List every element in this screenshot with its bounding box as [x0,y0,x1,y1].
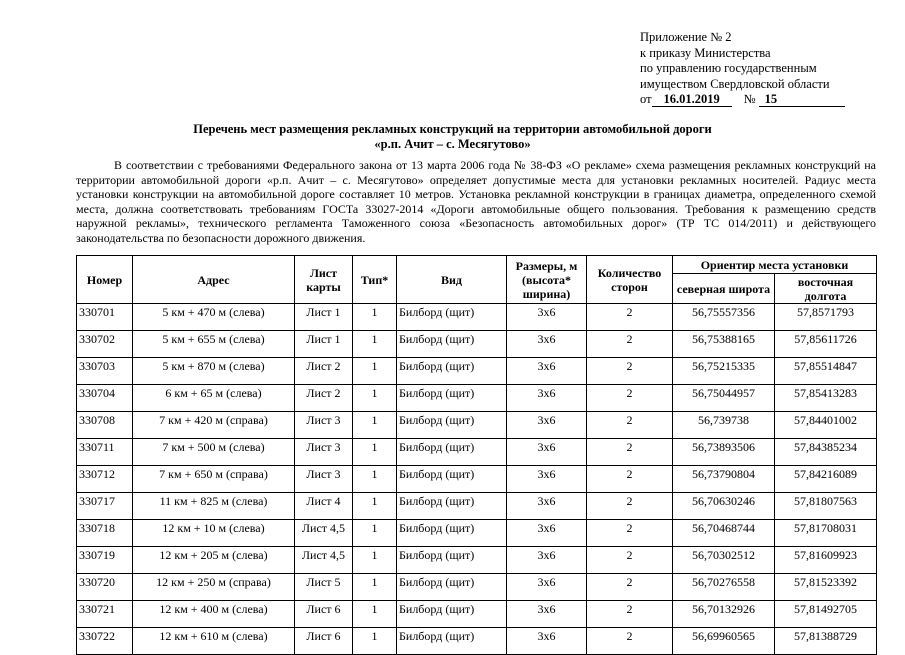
cell-type: 1 [353,520,397,547]
cell-number: 330708 [77,412,133,439]
cell-number: 330718 [77,520,133,547]
cell-address: 12 км + 250 м (справа) [133,574,295,601]
cell-address: 12 км + 400 м (слева) [133,601,295,628]
appendix-header [640,30,845,108]
cell-sides: 2 [587,466,673,493]
cell-type: 1 [353,493,397,520]
cell-latitude: 56,70132926 [673,601,775,628]
cell-longitude: 57,81708031 [775,520,877,547]
header-sheet: Лист карты [295,256,353,304]
cell-address: 5 км + 655 м (слева) [133,331,295,358]
cell-kind: Билборд (щит) [397,574,507,601]
cell-latitude: 56,75557356 [673,304,775,331]
cell-sheet: Лист 4 [295,493,353,520]
cell-sheet: Лист 1 [295,304,353,331]
cell-latitude: 56,70302512 [673,547,775,574]
cell-latitude: 56,75388165 [673,331,775,358]
cell-latitude: 56,70630246 [673,493,775,520]
appendix-line-2: к приказу Министерства [640,45,771,60]
cell-sides: 2 [587,520,673,547]
cell-type: 1 [353,628,397,655]
header-sides: Количество сторон [587,256,673,304]
number-prefix: № [743,92,756,106]
cell-kind: Билборд (щит) [397,601,507,628]
cell-size: 3х6 [507,304,587,331]
title-line-2: «р.п. Ачит – с. Месягутово» [374,137,531,151]
table-row [77,385,877,412]
cell-size: 3х6 [507,385,587,412]
cell-address: 5 км + 870 м (слева) [133,358,295,385]
cell-type: 1 [353,412,397,439]
cell-latitude: 56,73893506 [673,439,775,466]
cell-type: 1 [353,601,397,628]
date-prefix: от [640,92,652,106]
cell-size: 3х6 [507,466,587,493]
table-header [77,256,877,304]
cell-number: 330722 [77,628,133,655]
cell-longitude: 57,85514847 [775,358,877,385]
header-lon: восточная долгота [775,274,877,304]
cell-sides: 2 [587,628,673,655]
cell-longitude: 57,84385234 [775,439,877,466]
appendix-line-3: по управлению государственным [640,61,817,75]
cell-sheet: Лист 3 [295,466,353,493]
table-row [77,466,877,493]
cell-longitude: 57,84401002 [775,412,877,439]
cell-address: 11 км + 825 м (слева) [133,493,295,520]
cell-address: 12 км + 205 м (слева) [133,547,295,574]
header-size: Размеры, м (высота* ширина) [507,256,587,304]
cell-longitude: 57,81609923 [775,547,877,574]
placement-table [76,255,877,655]
cell-latitude: 56,739738 [673,412,775,439]
cell-sides: 2 [587,385,673,412]
cell-longitude: 57,81492705 [775,601,877,628]
cell-kind: Билборд (щит) [397,385,507,412]
cell-address: 7 км + 420 м (справа) [133,412,295,439]
cell-sides: 2 [587,331,673,358]
header-address: Адрес [133,256,295,304]
cell-latitude: 56,73790804 [673,466,775,493]
title-line-1: Перечень мест размещения рекламных конструкций на территории автомобильной дороги [193,122,712,136]
cell-address: 5 км + 470 м (слева) [133,304,295,331]
cell-address: 7 км + 650 м (справа) [133,466,295,493]
cell-sheet: Лист 6 [295,628,353,655]
cell-kind: Билборд (щит) [397,358,507,385]
order-number: 15 [759,93,845,107]
cell-longitude: 57,85611726 [775,331,877,358]
table-row [77,412,877,439]
appendix-line-1: Приложение № 2 [640,30,732,44]
cell-address: 12 км + 10 м (слева) [133,520,295,547]
cell-longitude: 57,85413283 [775,385,877,412]
header-type: Тип* [353,256,397,304]
cell-longitude: 57,81523392 [775,574,877,601]
header-lat: северная широта [673,274,775,304]
cell-kind: Билборд (щит) [397,493,507,520]
header-number: Номер [77,256,133,304]
header-kind: Вид [397,256,507,304]
cell-sheet: Лист 5 [295,574,353,601]
cell-address: 7 км + 500 м (слева) [133,439,295,466]
table-row [77,574,877,601]
cell-longitude: 57,81807563 [775,493,877,520]
cell-kind: Билборд (щит) [397,331,507,358]
order-date: 16.01.2019 [652,93,732,107]
cell-sheet: Лист 1 [295,331,353,358]
cell-type: 1 [353,466,397,493]
cell-type: 1 [353,574,397,601]
cell-size: 3х6 [507,358,587,385]
cell-sheet: Лист 4,5 [295,520,353,547]
cell-sides: 2 [587,304,673,331]
table-row [77,628,877,655]
cell-kind: Билборд (щит) [397,439,507,466]
appendix-date-line [640,92,845,108]
appendix-line-4: имуществом Свердловской области [640,76,830,91]
cell-number: 330702 [77,331,133,358]
cell-size: 3х6 [507,439,587,466]
cell-address: 6 км + 65 м (слева) [133,385,295,412]
table-row [77,520,877,547]
cell-number: 330704 [77,385,133,412]
cell-number: 330719 [77,547,133,574]
cell-kind: Билборд (щит) [397,412,507,439]
cell-size: 3х6 [507,601,587,628]
table-row [77,331,877,358]
cell-number: 330703 [77,358,133,385]
intro-paragraph: В соответствии с требованиями Федерального закона от 13 марта 2006 года № 38-ФЗ «О рекламе» схема размещения рекламных конструкций на территории автомобильной дороги «р.п. Ачит – с. Месягутово» определяет допустимые места для установки рекламных носителей. Радиус места установки конструкции на автомобильной дороге составляет 10 метров. Установка рекламной конструкции в границах диаметра, определенного схемой места, должна соответствовать требованиям ГОСТа 33027-2014 «Дороги автомобильные общего пользования. Требования к размещению средств наружной рекламы», технического регламента Таможенного союза «Безопасность автомобильных дорог» (ТР ТС 014/2011) и действующего законодательства по безопасности дорожного движения. [76,158,876,245]
cell-sheet: Лист 4,5 [295,547,353,574]
cell-sides: 2 [587,439,673,466]
cell-latitude: 56,69960565 [673,628,775,655]
cell-type: 1 [353,331,397,358]
cell-kind: Билборд (щит) [397,466,507,493]
document-title [0,122,905,152]
cell-size: 3х6 [507,547,587,574]
header-landmark: Ориентир места установки [673,256,877,274]
cell-number: 330711 [77,439,133,466]
table-row [77,304,877,331]
cell-sides: 2 [587,358,673,385]
cell-type: 1 [353,358,397,385]
cell-number: 330720 [77,574,133,601]
cell-latitude: 56,70276558 [673,574,775,601]
cell-longitude: 57,84216089 [775,466,877,493]
cell-sides: 2 [587,601,673,628]
cell-size: 3х6 [507,574,587,601]
cell-sides: 2 [587,412,673,439]
cell-number: 330712 [77,466,133,493]
cell-size: 3х6 [507,628,587,655]
cell-longitude: 57,8571793 [775,304,877,331]
table-body [77,304,877,655]
cell-sides: 2 [587,574,673,601]
cell-type: 1 [353,439,397,466]
cell-size: 3х6 [507,331,587,358]
cell-type: 1 [353,304,397,331]
cell-latitude: 56,70468744 [673,520,775,547]
cell-size: 3х6 [507,520,587,547]
cell-kind: Билборд (щит) [397,547,507,574]
cell-latitude: 56,75044957 [673,385,775,412]
cell-kind: Билборд (щит) [397,520,507,547]
cell-kind: Билборд (щит) [397,304,507,331]
cell-number: 330701 [77,304,133,331]
cell-sheet: Лист 3 [295,412,353,439]
cell-type: 1 [353,547,397,574]
cell-size: 3х6 [507,412,587,439]
cell-type: 1 [353,385,397,412]
cell-number: 330721 [77,601,133,628]
cell-size: 3х6 [507,493,587,520]
cell-address: 12 км + 610 м (слева) [133,628,295,655]
table-row [77,493,877,520]
cell-sides: 2 [587,493,673,520]
cell-sheet: Лист 6 [295,601,353,628]
cell-kind: Билборд (щит) [397,628,507,655]
table-row [77,547,877,574]
cell-sides: 2 [587,547,673,574]
cell-latitude: 56,75215335 [673,358,775,385]
table-row [77,358,877,385]
table-row [77,439,877,466]
cell-sheet: Лист 3 [295,439,353,466]
cell-number: 330717 [77,493,133,520]
cell-longitude: 57,81388729 [775,628,877,655]
cell-sheet: Лист 2 [295,358,353,385]
cell-sheet: Лист 2 [295,385,353,412]
table-row [77,601,877,628]
